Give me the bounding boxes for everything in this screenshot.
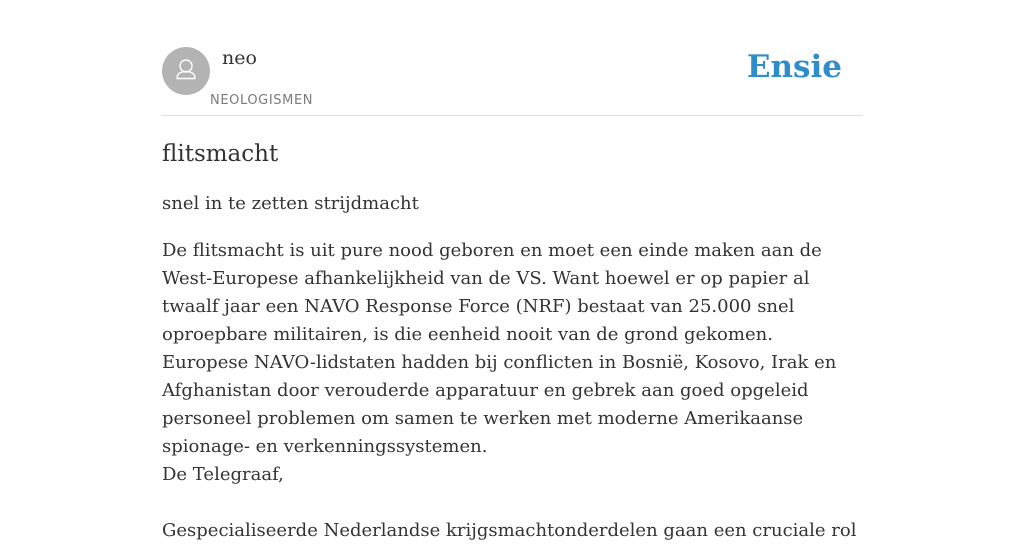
entry-example: [162, 237, 862, 545]
site-logo[interactable]: Ensie: [746, 49, 842, 85]
header-divider: [162, 115, 862, 116]
second-paragraph: Gespecialiseerde Nederlandse krijgsmachtonderdelen gaan een cruciale rol: [162, 520, 857, 541]
example-paragraph: De flitsmacht is uit pure nood geboren en moet een einde maken aan de West-Europese afhankelijkheid van de VS. Want hoewel er op papier al twaalf jaar een NAVO Response Force (NRF) bestaat van 25.000 snel oproepbare militairen, is die eenheid nooit van de grond gekomen. Europese NAVO-lidstaten hadden bij conflicten in Bosnië, Kosovo, Irak en Afghanistan door verouderde apparatuur en gebrek aan goed opgeleid personeel problemen om samen te werken met moderne Amerikaanse spionage- en verkenningssystemen.: [162, 240, 837, 457]
username-link[interactable]: neo: [222, 47, 257, 69]
entry-definition: snel in te zetten strijdmacht: [162, 193, 419, 214]
category-label[interactable]: NEOLOGISMEN: [210, 93, 314, 108]
example-source: De Telegraaf,: [162, 464, 284, 485]
entry-title: flitsmacht: [162, 141, 279, 167]
avatar[interactable]: [162, 47, 210, 95]
paragraph-spacer: [162, 489, 862, 517]
header: [162, 46, 862, 116]
user-icon: [162, 47, 210, 95]
entry-content: [162, 138, 862, 545]
